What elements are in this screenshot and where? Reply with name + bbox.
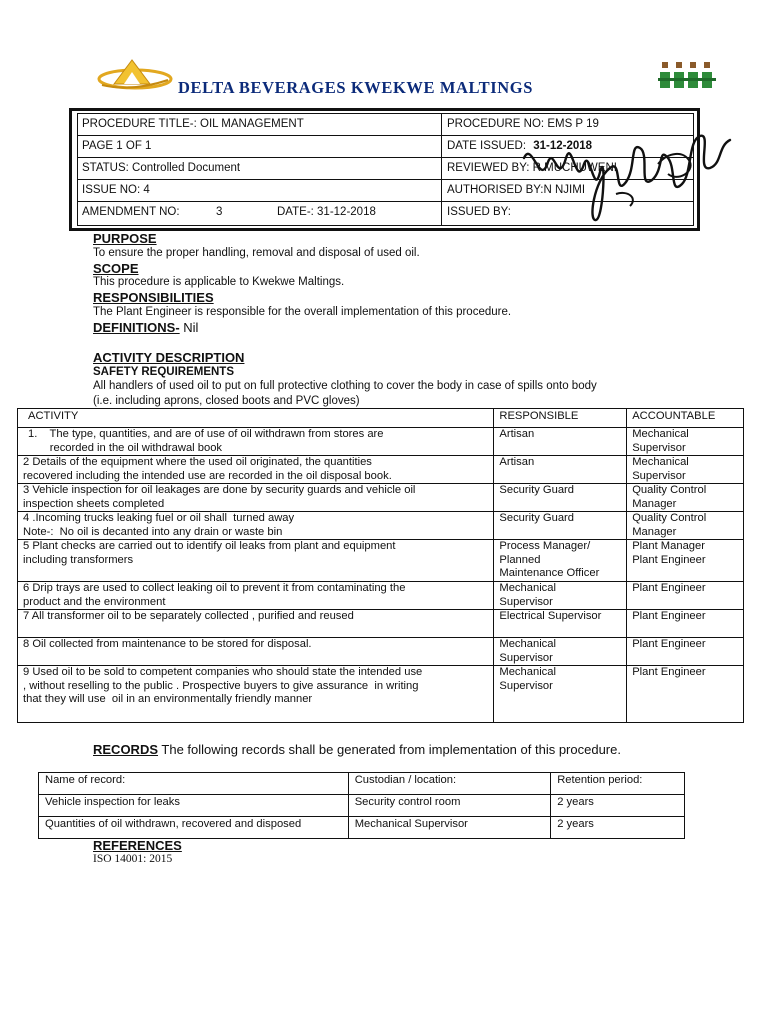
record-name: Quantities of oil withdrawn, recovered and disposed (39, 817, 349, 839)
scope-heading: SCOPE (93, 261, 139, 276)
table-row (18, 610, 744, 638)
accountable-cell (627, 484, 744, 512)
references-item (93, 853, 172, 865)
table-row (18, 666, 744, 723)
cell-line: Plant Engineer (632, 582, 706, 594)
responsible-cell (494, 456, 627, 484)
cell-line: , without reselling to the public . Prospective buyers to give assurance in writing (23, 679, 419, 692)
accountable-cell (627, 512, 744, 540)
procedure-title: PROCEDURE TITLE-: OIL MANAGEMENT (82, 118, 304, 130)
cell-line: Plant Manager (632, 540, 705, 552)
column-header-record-name: Name of record: (39, 773, 349, 795)
procedure-row (78, 202, 693, 224)
cell-line: Mechanical (499, 638, 556, 650)
activity-cell (18, 582, 494, 610)
cell-line: Quality Control (632, 484, 707, 496)
activity-cell (18, 666, 494, 723)
date-issued-value: 31-12-2018 (533, 140, 593, 152)
procedure-row (78, 180, 693, 202)
column-header-custodian: Custodian / location: (348, 773, 550, 795)
records-table-header (39, 773, 685, 795)
cell-line: Mechanical (632, 456, 689, 468)
cell-line: 5 Plant checks are carried out to identify oil leaks from plant and equipment (23, 540, 396, 552)
responsible-cell (494, 610, 627, 638)
cell-line: product and the environment (23, 595, 166, 608)
cell-line: Maintenance Officer (499, 567, 600, 579)
cell-line: Plant Engineer (632, 666, 706, 678)
cell-line: Plant Engineer (632, 610, 706, 622)
procedure-number: PROCEDURE NO: EMS P 19 (447, 118, 599, 130)
table-row (18, 484, 744, 512)
cell-line: 6 Drip trays are used to collect leaking oil to prevent it from contaminating the (23, 582, 406, 594)
cell-line: 2 Details of the equipment where the used oil originated, the quantities (23, 456, 372, 468)
records-table (38, 772, 685, 839)
responsible-cell (494, 428, 627, 456)
accountable-cell (627, 610, 744, 638)
cell-line: Mechanical (632, 428, 689, 440)
cell-line: Planned (499, 553, 541, 566)
cell-line: Supervisor (632, 469, 686, 482)
column-header-accountable: ACCOUNTABLE (627, 409, 744, 428)
cell-line: Process Manager/ (499, 540, 591, 552)
safety-text-line1: All handlers of used oil to put on full protective clothing to cover the body in case of spills onto body (93, 380, 597, 392)
procedure-row (78, 114, 693, 136)
table-row (18, 638, 744, 666)
procedure-box (77, 113, 694, 226)
cell-line: inspection sheets completed (23, 497, 165, 510)
cell-line: that they will use oil in an environmentally friendly manner (23, 693, 313, 705)
accountable-cell (627, 666, 744, 723)
cell-line: Mechanical (499, 666, 556, 678)
record-retention: 2 years (551, 795, 685, 817)
cell-line: Supervisor (632, 441, 686, 454)
cell-line: Plant Engineer (632, 553, 706, 566)
activity-cell (18, 610, 494, 638)
cell-line: 4 .Incoming trucks leaking fuel or oil shall turned away (23, 512, 295, 524)
activity-cell (18, 540, 494, 582)
procedure-row (78, 158, 693, 180)
records-text: The following records shall be generated from implementation of this procedure. (158, 742, 621, 757)
record-name: Vehicle inspection for leaks (39, 795, 349, 817)
procedure-row (78, 136, 693, 158)
amendment-date: DATE-: 31-12-2018 (277, 206, 376, 218)
purpose-text: To ensure the proper handling, removal and disposal of used oil. (93, 247, 420, 259)
records-line (93, 742, 621, 757)
cell-line: Artisan (499, 428, 535, 440)
cell-line: Mechanical (499, 582, 556, 594)
company-emblem (656, 58, 724, 94)
definitions-line (93, 320, 198, 335)
responsible-cell (494, 540, 627, 582)
issue-number: ISSUE NO: 4 (82, 184, 150, 196)
accountable-cell (627, 582, 744, 610)
reference-text: ISO 14001: 2015 (93, 853, 173, 865)
cell-line: Security Guard (499, 484, 575, 496)
activity-cell (18, 638, 494, 666)
activity-cell (18, 512, 494, 540)
cell-line: 1. The type, quantities, and are of use of oil withdrawn from stores are (28, 428, 384, 440)
delta-logo (92, 58, 174, 92)
activity-heading: ACTIVITY DESCRIPTION (93, 350, 245, 365)
cell-line: recorded in the oil withdrawal book (28, 441, 223, 454)
issued-by: ISSUED BY: (447, 206, 511, 218)
table-row (39, 795, 685, 817)
activity-cell (18, 456, 494, 484)
responsible-cell (494, 484, 627, 512)
definitions-heading: DEFINITIONS- (93, 320, 180, 335)
cell-line: Security Guard (499, 512, 575, 524)
amendment-label: AMENDMENT NO: (82, 206, 180, 218)
record-custodian: Mechanical Supervisor (348, 817, 550, 839)
date-issued-label: DATE ISSUED: (447, 140, 527, 152)
cell-line: Supervisor (499, 651, 553, 664)
cell-line: Quality Control (632, 512, 707, 524)
scope-text: This procedure is applicable to Kwekwe Maltings. (93, 276, 345, 288)
safety-heading: SAFETY REQUIREMENTS (93, 366, 234, 378)
table-row (18, 512, 744, 540)
responsible-cell (494, 638, 627, 666)
amendment-number: 3 (216, 206, 223, 218)
table-row (18, 428, 744, 456)
table-row (18, 582, 744, 610)
records-heading: RECORDS (93, 742, 159, 757)
document-status: STATUS: Controlled Document (82, 162, 241, 174)
activity-cell (18, 428, 494, 456)
responsibilities-heading: RESPONSIBILITIES (93, 290, 214, 305)
activity-table-header (18, 409, 744, 428)
table-row (18, 456, 744, 484)
authorised-by: AUTHORISED BY:N NJIMI (447, 184, 586, 196)
references-heading: REFERENCES (93, 838, 182, 853)
cell-line: Supervisor (499, 595, 553, 608)
cell-line: Electrical Supervisor (499, 610, 602, 622)
safety-text-line2: (i.e. including aprons, closed boots and PVC gloves) (93, 395, 360, 407)
responsibilities-text: The Plant Engineer is responsible for the overall implementation of this procedure. (93, 306, 512, 318)
responsible-cell (494, 512, 627, 540)
cell-line: Manager (632, 497, 677, 510)
accountable-cell (627, 540, 744, 582)
column-header-responsible: RESPONSIBLE (494, 409, 627, 428)
accountable-cell (627, 638, 744, 666)
cell-line: 7 All transformer oil to be separately collected , purified and reused (23, 610, 354, 622)
accountable-cell (627, 428, 744, 456)
column-header-retention: Retention period: (551, 773, 685, 795)
responsible-cell (494, 666, 627, 723)
cell-line: Supervisor (499, 679, 553, 692)
column-header-activity: ACTIVITY (18, 409, 494, 428)
cell-line: Manager (632, 525, 677, 538)
record-custodian: Security control room (348, 795, 550, 817)
reviewed-by: REVIEWED BY: R MUCHUWENI (447, 162, 617, 174)
cell-line: 8 Oil collected from maintenance to be stored for disposal. (23, 638, 312, 650)
activity-table (17, 408, 744, 723)
definitions-text: Nil (179, 320, 199, 335)
activity-table-body (18, 428, 744, 723)
company-name: DELTA BEVERAGES KWEKWE MALTINGS (178, 78, 533, 97)
purpose-heading: PURPOSE (93, 231, 157, 246)
cell-line: 9 Used oil to be sold to competent companies who should state the intended use (23, 666, 423, 678)
table-row (39, 817, 685, 839)
record-retention: 2 years (551, 817, 685, 839)
cell-line: Note-: No oil is decanted into any drain or waste bin (23, 525, 283, 538)
responsible-cell (494, 582, 627, 610)
cell-line: Artisan (499, 456, 535, 468)
activity-cell (18, 484, 494, 512)
table-row (18, 540, 744, 582)
accountable-cell (627, 456, 744, 484)
date-issued (447, 140, 592, 152)
cell-line: recovered including the intended use are recorded in the oil disposal book. (23, 469, 392, 482)
cell-line: including transformers (23, 553, 134, 566)
cell-line: Plant Engineer (632, 638, 706, 650)
cell-line: 3 Vehicle inspection for oil leakages are done by security guards and vehicle oil (23, 484, 416, 496)
page-count: PAGE 1 OF 1 (82, 140, 152, 152)
